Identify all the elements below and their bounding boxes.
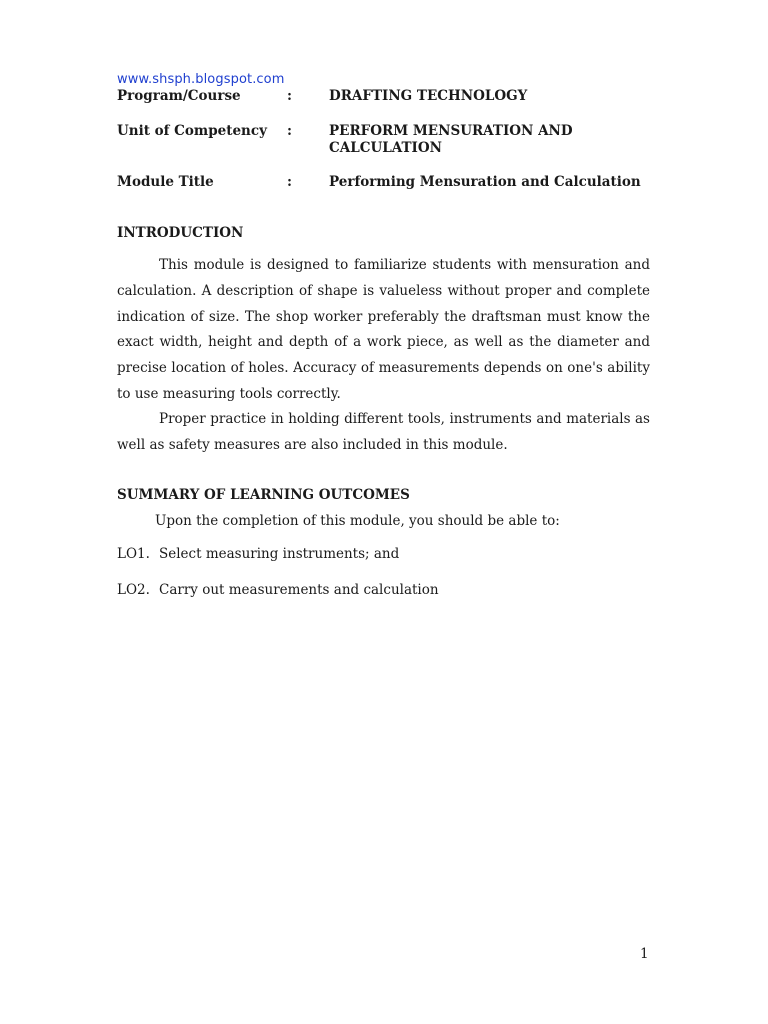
program-label: Program/Course (117, 88, 241, 104)
summary-heading: SUMMARY OF LEARNING OUTCOMES (117, 487, 410, 503)
introduction-paragraph-1: This module is designed to familiarize students with mensuration and calculation. A description of shape is valueless without proper and complete indication of size. The shop worker preferably the draftsman must know the exact width, height and depth of a work piece, as well as the diameter and precise location of holes. Accuracy of measurements depends on one's ability to use measuring tools correctly. (117, 257, 650, 402)
page-number: 1 (640, 946, 649, 962)
learning-outcome-2 (117, 582, 439, 598)
summary-lead: Upon the completion of this module, you should be able to: (155, 513, 560, 529)
module-title-colon: : (287, 174, 292, 190)
program-value: DRAFTING TECHNOLOGY (329, 88, 528, 104)
competency-value: PERFORM MENSURATION AND CALCULATION (329, 123, 573, 156)
introduction-heading: INTRODUCTION (117, 225, 244, 241)
competency-label: Unit of Competency (117, 123, 267, 139)
module-title-value: Performing Mensuration and Calculation (329, 174, 641, 190)
learning-outcome-code: LO2. (117, 582, 150, 598)
learning-outcome-code: LO1. (117, 546, 150, 562)
learning-outcome-text: Select measuring instruments; and (159, 546, 400, 562)
module-title-label: Module Title (117, 174, 214, 190)
introduction-paragraph-2: Proper practice in holding different tools, instruments and materials as well as safety measures are also included in this module. (117, 411, 650, 453)
learning-outcome-1 (117, 546, 399, 562)
competency-colon: : (287, 123, 292, 139)
program-colon: : (287, 88, 292, 104)
watermark-url[interactable]: www.shsph.blogspot.com (117, 72, 285, 87)
learning-outcome-text: Carry out measurements and calculation (159, 582, 439, 598)
